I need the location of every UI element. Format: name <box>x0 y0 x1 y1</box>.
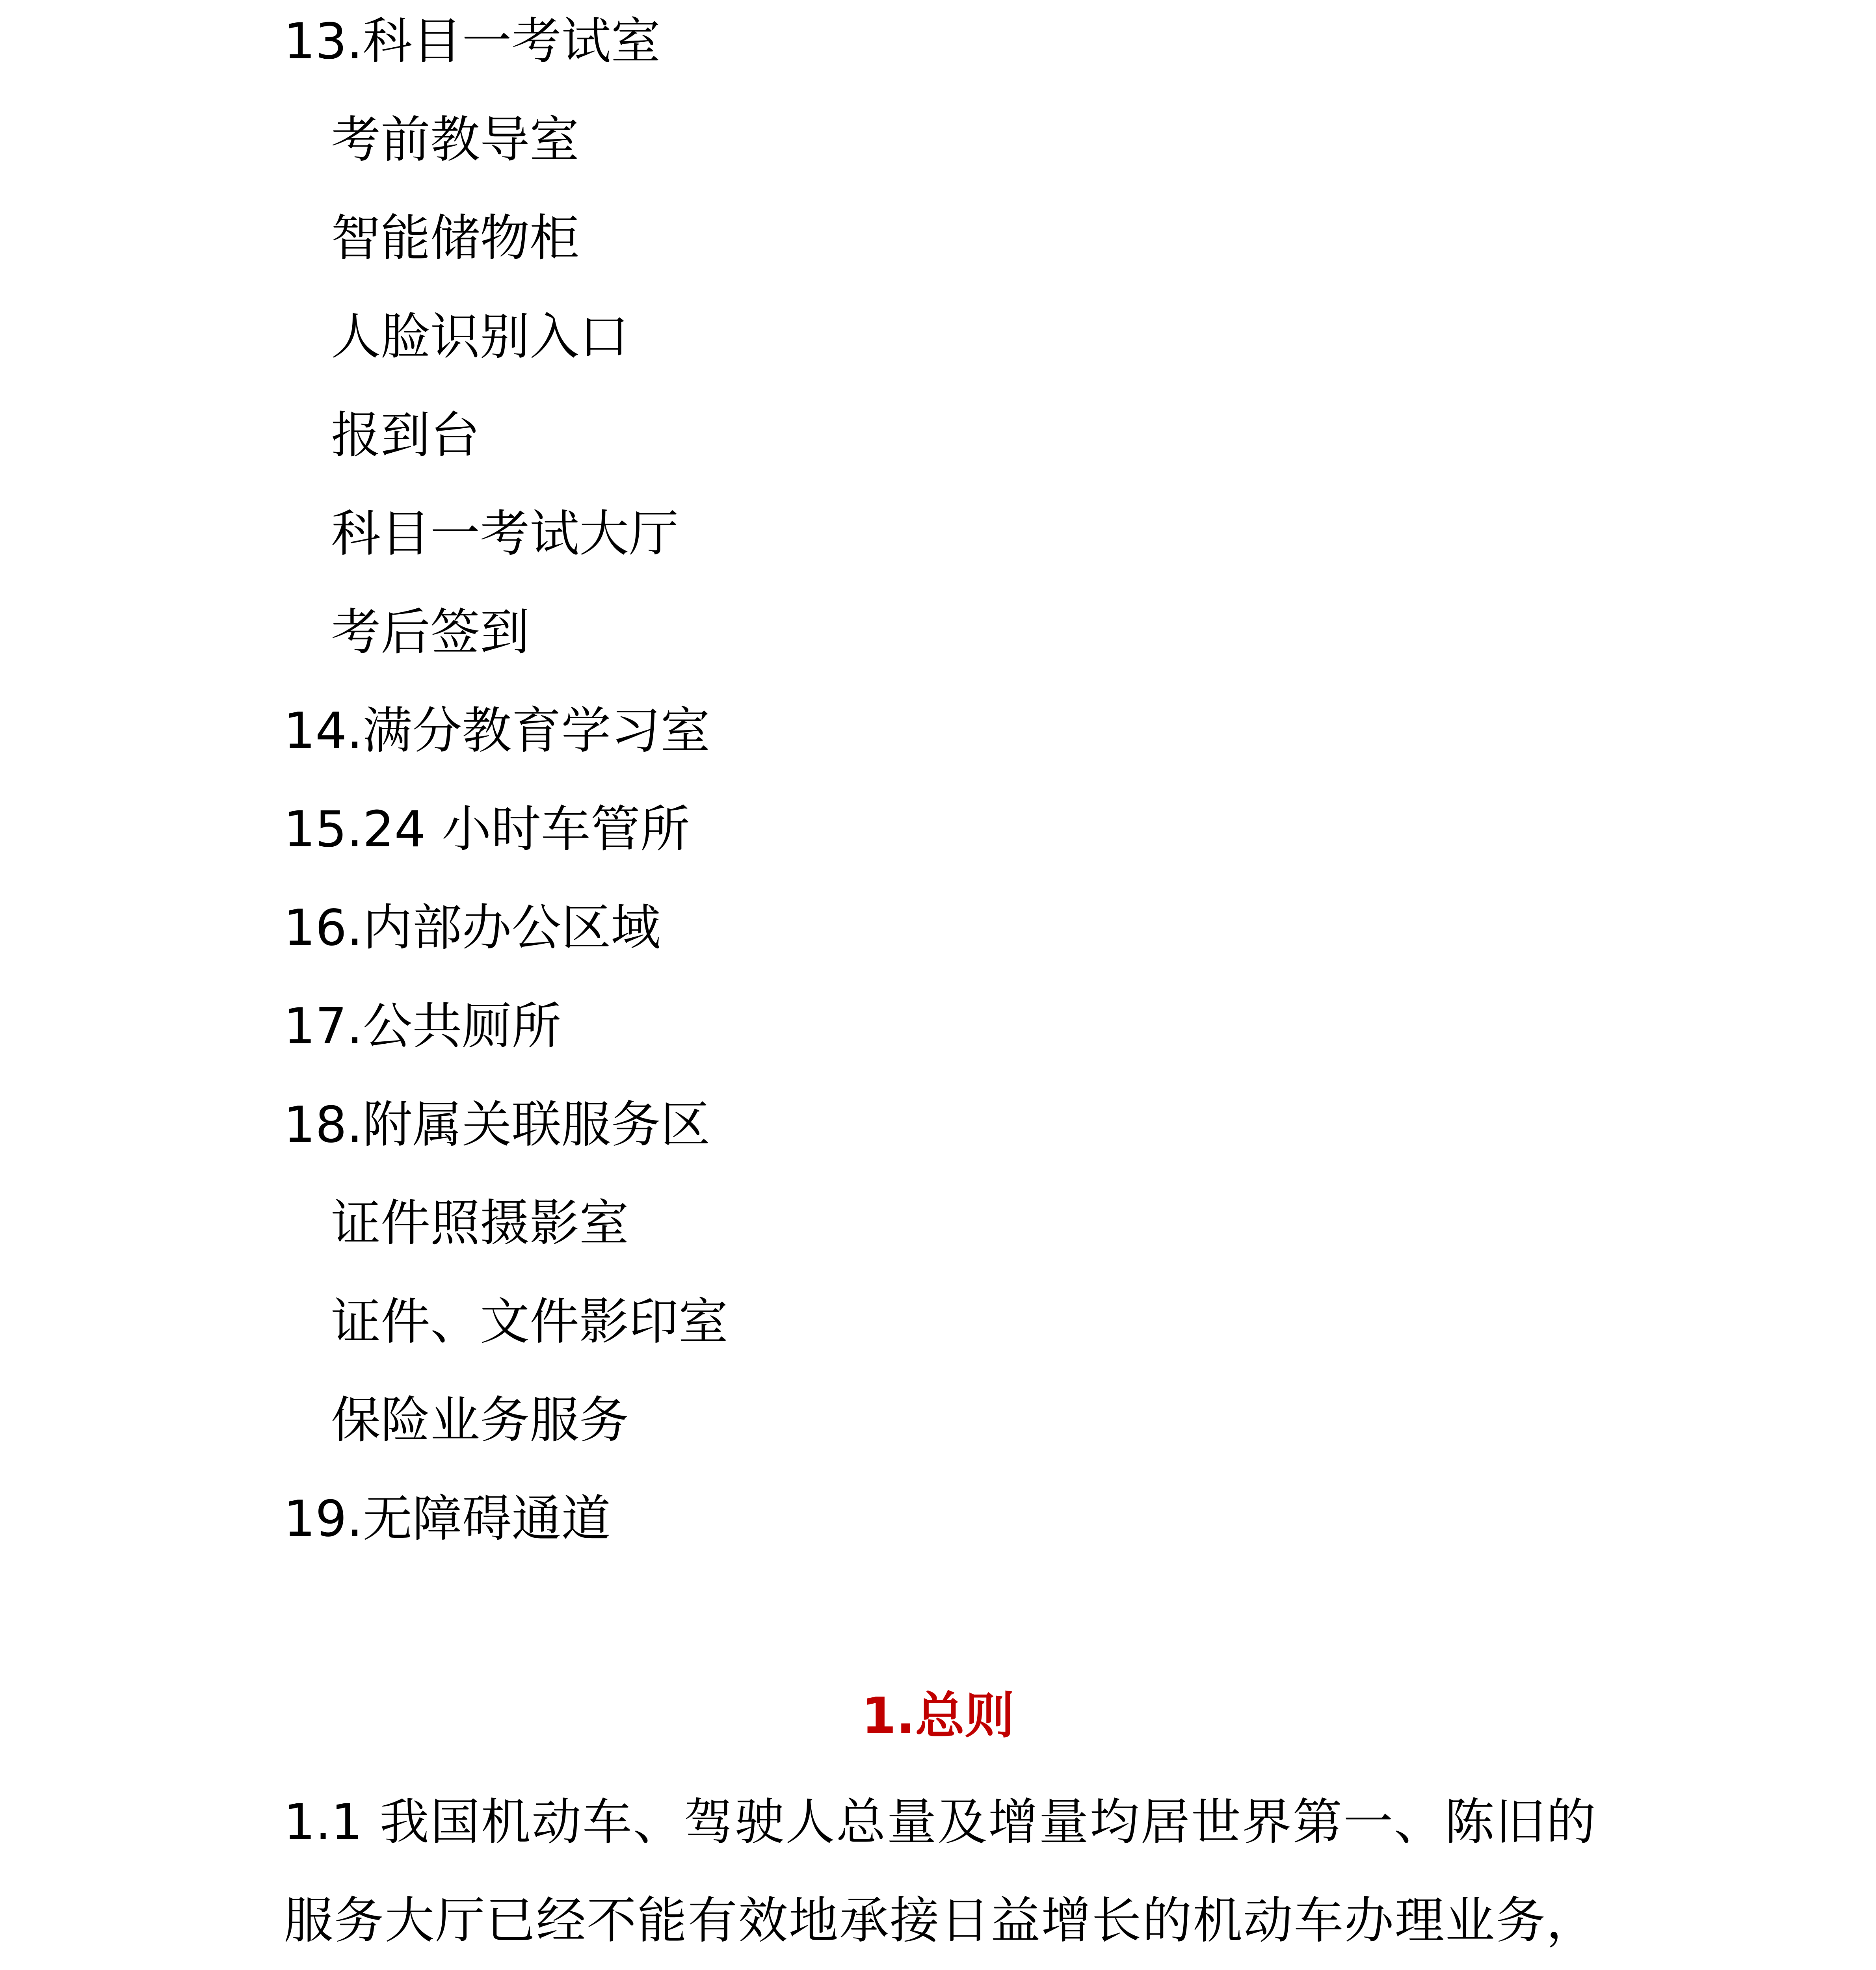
list-subitem: 科目一考试大厅 <box>331 505 679 563</box>
list-subitem: 智能储物柜 <box>331 209 579 267</box>
list-item-19: 19.无障碍通道 <box>284 1490 611 1548</box>
list-subitem: 证件、文件影印室 <box>331 1293 728 1351</box>
section-heading: 1.总则 <box>861 1687 1015 1745</box>
list-subitem: 证件照摄影室 <box>331 1194 629 1252</box>
list-item-16: 16.内部办公区域 <box>284 899 661 957</box>
list-item-13: 13.科目一考试室 <box>284 12 661 70</box>
list-item-17: 17.公共厕所 <box>284 997 561 1055</box>
list-subitem: 保险业务服务 <box>331 1391 629 1449</box>
list-item-15: 15.24 小时车管所 <box>284 800 690 858</box>
list-subitem: 人脸识别入口 <box>331 308 629 366</box>
list-item-18: 18.附属关联服务区 <box>284 1096 710 1154</box>
list-item-14: 14.满分教育学习室 <box>284 702 710 760</box>
section-paragraph: 1.1 我国机动车、驾驶人总量及增量均居世界第一、陈旧的服务大厅已经不能有效地承接日益增长的机动车办理业务， <box>284 1793 1596 1950</box>
list-subitem: 考后签到 <box>331 603 530 661</box>
list-subitem: 考前教导室 <box>331 111 579 169</box>
list-subitem: 报到台 <box>331 406 480 464</box>
